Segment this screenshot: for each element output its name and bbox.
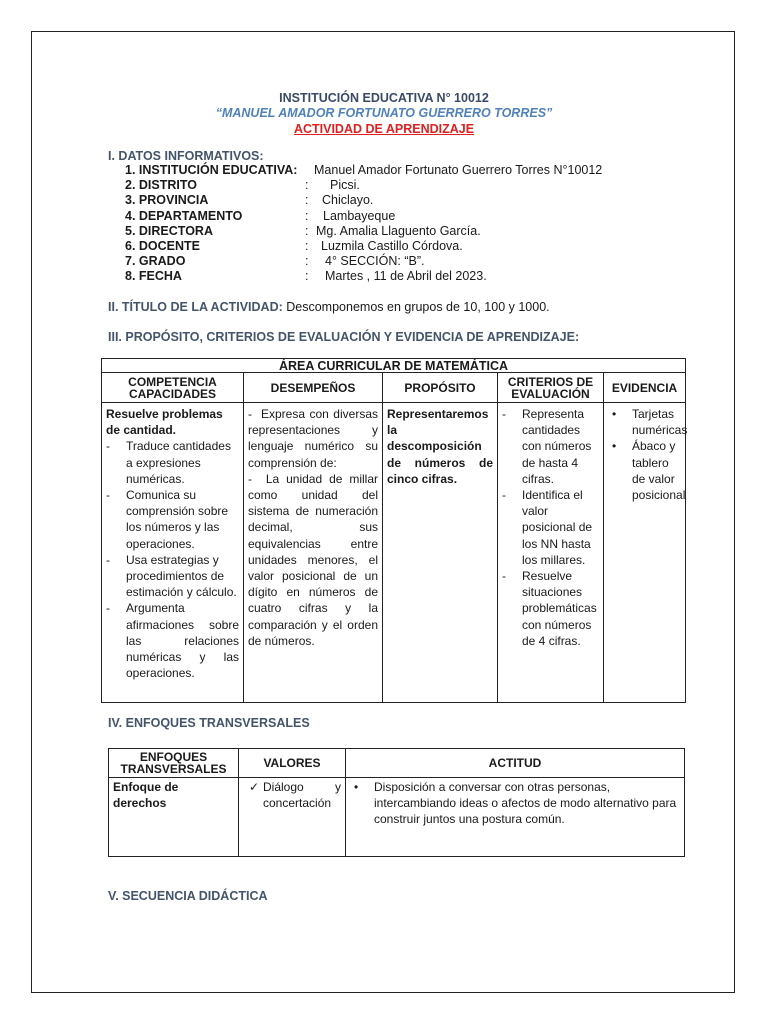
- section-enfoques-heading: IV. ENFOQUES TRANSVERSALES: [108, 716, 310, 730]
- header-text: COMPETENCIA: [128, 374, 217, 389]
- list-item: - Identifica el valor posicional de los NN hasta los millares.: [502, 487, 599, 568]
- curriculum-table: [101, 358, 686, 703]
- col-valores-header: VALORES: [239, 749, 346, 778]
- section-secuencia-heading: V. SECUENCIA DIDÁCTICA: [108, 889, 268, 903]
- check-icon: ✓: [249, 780, 260, 794]
- valor-text: Diálogo y concertación: [263, 780, 341, 811]
- datos-colon: :: [305, 238, 309, 253]
- list-item: - Resuelve situaciones problemáticas con números de 4 cifras.: [502, 568, 599, 649]
- cell-competencia: [102, 403, 244, 703]
- datos-label: 3. PROVINCIA: [125, 193, 209, 208]
- datos-label: 6. DOCENTE: [125, 238, 201, 253]
- cell-evidencia: [604, 403, 686, 703]
- cell-actitud: [346, 778, 685, 857]
- document-type: ACTIVIDAD DE APRENDIZAJE: [293, 122, 475, 136]
- school-name: “MANUEL AMADOR FORTUNATO GUERRERO TORRES”: [215, 106, 553, 120]
- desempeno-item: - La unidad de millar como unidad del sistema de numeración decimal, sus equivalencias entre unidades menores, el valor posicional de un dígito en números de cuatro cifras y la comparación y el orden de números.: [248, 471, 378, 648]
- datos-label: 2. DISTRITO: [125, 178, 198, 193]
- list-item: • Ábaco y tablero de valor posicional: [608, 438, 681, 503]
- section-titulo: [108, 300, 550, 314]
- evidencia-list: [608, 406, 688, 503]
- table-row: [102, 373, 686, 403]
- table-row: [102, 403, 686, 703]
- datos-label: 4. DEPARTAMENTO: [125, 208, 243, 223]
- datos-label: 7. GRADO: [125, 254, 186, 269]
- header-text: TRANSVERSALES: [120, 762, 227, 776]
- datos-value: Picsi.: [330, 178, 360, 193]
- header-text: ENFOQUES: [139, 750, 208, 764]
- list-item: • Disposición a conversar con otras personas, intercambiando ideas o afectos de modo alternativo para construir juntos una postura común.: [350, 779, 680, 828]
- desempeno-item: - Expresa con diversas representaciones y lenguaje numérico su comprensión de:: [248, 407, 378, 470]
- section-proposito-heading: III. PROPÓSITO, CRITERIOS DE EVALUACIÓN Y EVIDENCIA DE APRENDIZAJE:: [108, 330, 580, 344]
- datos-value: Luzmila Castillo Córdova.: [321, 238, 463, 253]
- datos-colon: :: [305, 178, 309, 193]
- datos-label: 1. INSTITUCIÓN EDUCATIVA:: [125, 163, 298, 177]
- col-criterios-header: [498, 373, 604, 403]
- table-row: [102, 359, 686, 373]
- list-item: - Argumenta afirmaciones sobre las relaciones numéricas y las operaciones.: [106, 600, 239, 681]
- col-evidencia-header: EVIDENCIA: [604, 373, 686, 403]
- cell-desempenos: [244, 403, 383, 703]
- list-item: - Usa estrategias y procedimientos de estimación y cálculo.: [106, 552, 239, 601]
- datos-value: Martes , 11 de Abril del 2023.: [325, 269, 487, 284]
- cell-enfoque: Enfoque de derechos: [109, 778, 239, 857]
- datos-value: Chiclayo.: [322, 193, 374, 208]
- header-text: EVALUACIÓN: [511, 386, 590, 401]
- enfoques-table: [108, 748, 685, 857]
- list-item: - Comunica su comprensión sobre los números y las operaciones.: [106, 487, 239, 552]
- datos-colon: :: [305, 269, 309, 284]
- actitud-list: [350, 779, 680, 828]
- institution-title: INSTITUCIÓN EDUCATIVA N° 10012: [279, 91, 489, 105]
- desempeno-text: La unidad de millar como unidad del sistema de numeración decimal, sus equivalencias entre unidades menores, el valor posicional de un dígito en números de cuatro cifras y la comparación y el orden de números.: [248, 471, 378, 648]
- table-row: [109, 778, 685, 857]
- datos-value: Manuel Amador Fortunato Guerrero Torres N°10012: [314, 163, 603, 177]
- criterios-list: [502, 406, 599, 649]
- list-item: • Tarjetas numéricas: [608, 406, 681, 438]
- datos-label: 8. FECHA: [125, 269, 182, 284]
- titulo-value: Descomponemos en grupos de 10, 100 y 1000.: [286, 300, 550, 314]
- col-competencia-header: [102, 373, 244, 403]
- area-header: ÁREA CURRICULAR DE MATEMÁTICA: [102, 359, 686, 373]
- datos-value: 4° SECCIÓN: “B”.: [325, 254, 425, 269]
- cell-proposito: Representaremos la descomposición de números de cinco cifras.: [383, 403, 498, 703]
- competencia-text: Resuelve problemas de cantidad.: [106, 407, 223, 438]
- table-row: [109, 749, 685, 778]
- col-actitud-header: ACTITUD: [346, 749, 685, 778]
- datos-value: Lambayeque: [323, 208, 396, 223]
- datos-value: Mg. Amalia Llaguento García.: [316, 223, 481, 238]
- col-desempenos-header: DESEMPEÑOS: [244, 373, 383, 403]
- cell-valor: [239, 778, 346, 857]
- datos-colon: :: [305, 208, 309, 223]
- list-item: - Representa cantidades con números de hasta 4 cifras.: [502, 406, 599, 487]
- datos-colon: :: [305, 193, 309, 208]
- datos-label: 5. DIRECTORA: [125, 223, 213, 238]
- cell-criterios: [498, 403, 604, 703]
- datos-colon: :: [305, 254, 309, 269]
- col-enfoques-header: [109, 749, 239, 778]
- header-text: CAPACIDADES: [128, 386, 217, 401]
- titulo-label: II. TÍTULO DE LA ACTIVIDAD:: [108, 300, 283, 314]
- desempeno-text: Expresa con diversas representaciones y lenguaje numérico su comprensión de:: [248, 407, 378, 470]
- capacidades-list: [106, 438, 239, 681]
- header-text: CRITERIOS DE: [507, 374, 594, 389]
- section-datos-heading: I. DATOS INFORMATIVOS:: [108, 149, 264, 163]
- list-item: - Traduce cantidades a expresiones numéricas.: [106, 438, 239, 487]
- datos-colon: :: [305, 223, 309, 238]
- col-proposito-header: PROPÓSITO: [383, 373, 498, 403]
